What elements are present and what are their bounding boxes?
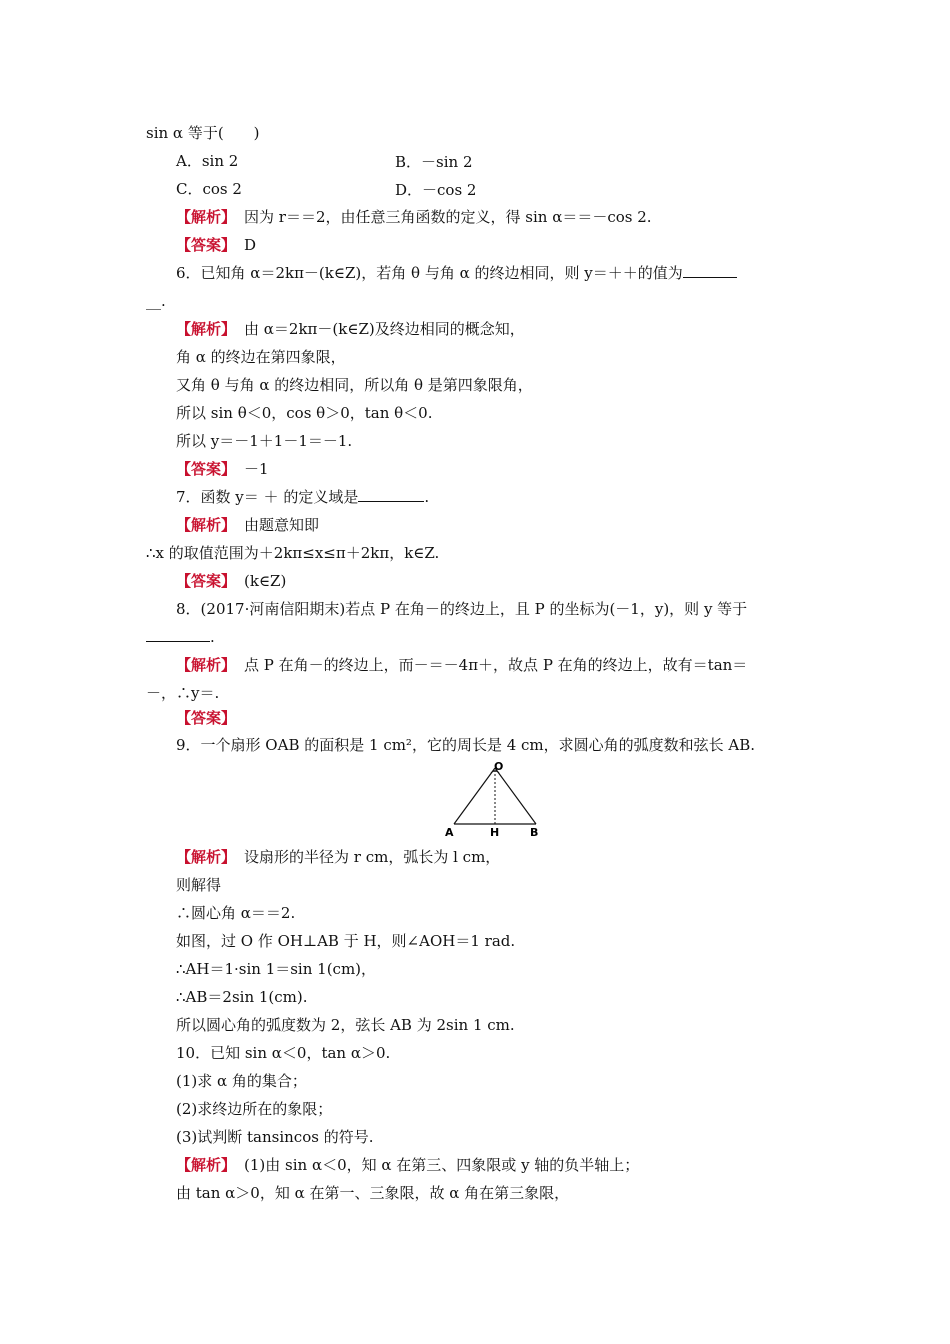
- answer-tag: 【答案】: [176, 236, 237, 254]
- analysis-tag: 【解析】: [176, 516, 237, 534]
- analysis-text: 由题意知即: [244, 516, 320, 534]
- label-h: H: [490, 826, 500, 839]
- question-6: [176, 263, 737, 283]
- answer-tag: 【答案】: [176, 572, 237, 590]
- analysis-text: 由 α＝2kπ－(k∈Z)及终边相同的概念知，: [244, 320, 525, 338]
- analysis-line: [176, 515, 319, 535]
- side-oa: [454, 768, 495, 824]
- option-c: C．cos 2: [176, 180, 242, 198]
- analysis-line: [176, 847, 500, 867]
- label-o: O: [494, 760, 504, 773]
- text-line: 所以 sin θ＜0，cos θ＞0，tan θ＜0.: [176, 404, 433, 422]
- text-line: 由 tan α＞0，知 α 在第一、三象限，故 α 角在第三象限，: [176, 1184, 570, 1202]
- text-line: 角 α 的终边在第四象限，: [176, 348, 346, 366]
- analysis-tag: 【解析】: [176, 656, 237, 674]
- text-line: ∴x 的取值范围为＋2kπ≤x≤π＋2kπ，k∈Z.: [146, 544, 440, 562]
- text-line: ∴圆心角 α＝＝2.: [176, 904, 296, 922]
- question-end: .: [210, 628, 215, 646]
- answer-tag: 【答案】: [176, 709, 237, 727]
- text-line: ∴AB＝2sin 1(cm).: [176, 988, 308, 1006]
- answer-tag: 【答案】: [176, 460, 237, 478]
- analysis-text: (1)由 sin α＜0，知 α 在第三、四象限或 y 轴的负半轴上；: [244, 1156, 640, 1174]
- side-ob: [495, 768, 536, 824]
- analysis-line: [176, 655, 747, 675]
- question-9: 9．一个扇形 OAB 的面积是 1 cm²，它的周长是 4 cm，求圆心角的弧度数和弦长 AB.: [176, 736, 756, 754]
- text-line: 如图，过 O 作 OH⊥AB 于 H，则∠AOH＝1 rad.: [176, 932, 516, 950]
- answer-text: (k∈Z): [244, 572, 287, 590]
- analysis-text: 点 P 在角－的终边上，而－＝－4π＋，故点 P 在角的终边上，故有＝tan＝: [244, 656, 748, 674]
- text-line: 又角 θ 与角 α 的终边相同，所以角 θ 是第四象限角，: [176, 376, 533, 394]
- label-b: B: [530, 826, 539, 839]
- question-6-cont: __.: [146, 292, 166, 310]
- text-line: 所以 y＝－1＋1－1＝－1.: [176, 432, 353, 450]
- analysis-text: 设扇形的半径为 r cm，弧长为 l cm，: [244, 848, 501, 866]
- analysis-tag: 【解析】: [176, 208, 237, 226]
- question-text: 6．已知角 α＝2kπ－(k∈Z)，若角 θ 与角 α 的终边相同，则 y＝＋＋的值为: [176, 264, 683, 282]
- question-8-cont: [146, 627, 215, 647]
- answer-line: [176, 235, 256, 255]
- text-line: －，∴y＝.: [146, 684, 220, 702]
- question-text: 7．函数 y＝ ＋ 的定义域是: [176, 488, 359, 506]
- label-a: A: [445, 826, 454, 839]
- answer-text: －1: [244, 460, 269, 478]
- analysis-tag: 【解析】: [176, 848, 237, 866]
- text-line: (1)求 α 角的集合；: [176, 1072, 307, 1090]
- text-line: (2)求终边所在的象限；: [176, 1100, 333, 1118]
- option-d: D．－cos 2: [395, 181, 477, 199]
- question-end: .: [424, 488, 430, 506]
- answer-line: [176, 708, 236, 728]
- analysis-text: 因为 r＝＝2，由任意三角函数的定义，得 sin α＝＝－cos 2.: [244, 208, 652, 226]
- question-10: 10．已知 sin α＜0，tan α＞0.: [176, 1044, 391, 1062]
- analysis-tag: 【解析】: [176, 320, 237, 338]
- question-7: [176, 487, 429, 507]
- text-line: 所以圆心角的弧度数为 2，弦长 AB 为 2sin 1 cm.: [176, 1016, 515, 1034]
- answer-line: [176, 571, 286, 591]
- answer-text: D: [244, 236, 257, 254]
- option-a: A．sin 2: [176, 152, 239, 170]
- analysis-line: [176, 1155, 639, 1175]
- analysis-line: [176, 207, 652, 227]
- analysis-line: [176, 319, 525, 339]
- answer-line: [176, 459, 269, 479]
- question-8: 8．(2017·河南信阳期末)若点 P 在角－的终边上，且 P 的坐标为(－1，y)，则 y 等于: [176, 600, 748, 618]
- option-b: B．－sin 2: [395, 153, 473, 171]
- sector-figure: [440, 758, 550, 840]
- analysis-tag: 【解析】: [176, 1156, 237, 1174]
- text-line: (3)试判断 tansincos 的符号.: [176, 1128, 374, 1146]
- text-line: 则解得: [176, 876, 222, 894]
- text-line: ∴AH＝1·sin 1＝sin 1(cm)，: [176, 960, 377, 978]
- text-line: sin α 等于( ): [146, 124, 260, 142]
